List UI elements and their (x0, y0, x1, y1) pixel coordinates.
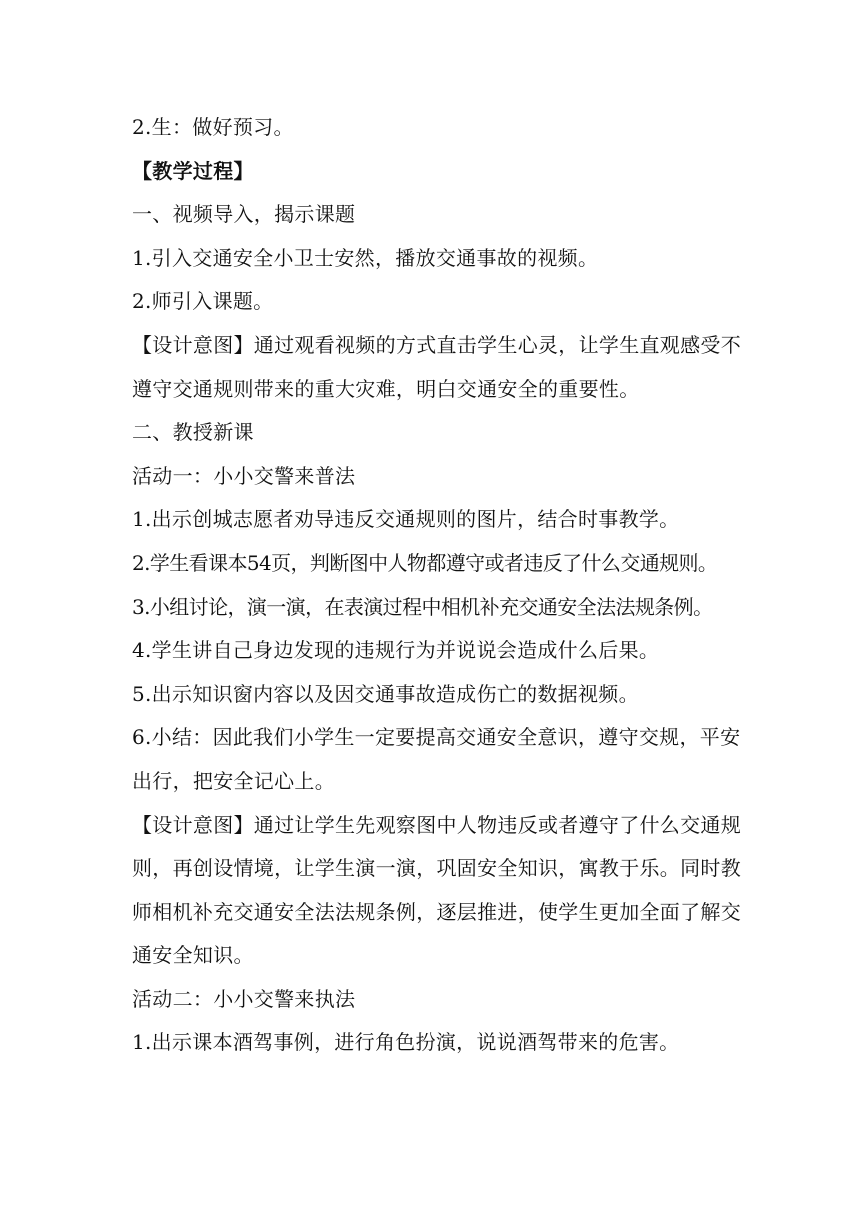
prep-student-item: 2.生：做好预习。 (132, 115, 294, 139)
design-intent-2-line-3: 师相机补充交通安全法法规条例，逐层推进，使学生更加全面了解交 (132, 899, 741, 924)
step-one-item-1: 1.引入交通安全小卫士安然，播放交通事故的视频。 (132, 245, 599, 270)
activity-two-heading: 活动二：小小交警来执法 (132, 986, 356, 1011)
design-intent-1-line-2: 遵守交通规则带来的重大灾难，明白交通安全的重要性。 (132, 376, 640, 401)
activity-one-item-1: 1.出示创城志愿者劝导违反交通规则的图片，结合时事教学。 (132, 507, 680, 532)
activity-one-item-3: 3.小组讨论，演一演，在表演过程中相机补充交通安全法法规条例。 (132, 594, 713, 619)
section-heading-teaching-process: 【教学过程】 (132, 158, 254, 183)
activity-one-item-4: 4.学生讲自己身边发现的违规行为并说说会造成什么后果。 (132, 638, 660, 663)
activity-two-item-1: 1.出示课本酒驾事例，进行角色扮演，说说酒驾带来的危害。 (132, 1030, 680, 1055)
step-one-heading: 一、视频导入，揭示课题 (132, 202, 356, 227)
activity-one-item-6-line-2: 出行，把安全记心上。 (132, 768, 335, 793)
activity-one-item-2: 2.学生看课本54页，判断图中人物都遵守或者违反了什么交通规则。 (132, 550, 718, 575)
step-two-heading: 二、教授新课 (132, 420, 254, 445)
design-intent-2-line-4: 通安全知识。 (132, 943, 254, 968)
design-intent-2-line-1: 【设计意图】通过让学生先观察图中人物违反或者遵守了什么交通规 (132, 812, 741, 837)
activity-one-heading: 活动一：小小交警来普法 (132, 463, 356, 488)
design-intent-1-line-1: 【设计意图】通过观看视频的方式直击学生心灵，让学生直观感受不 (132, 332, 741, 357)
activity-one-item-6-line-1: 6.小结：因此我们小学生一定要提高交通安全意识，遵守交规，平安 (132, 725, 741, 750)
design-intent-2-line-2: 则，再创设情境，让学生演一演，巩固安全知识，寓教于乐。同时教 (132, 856, 741, 881)
step-one-item-2: 2.师引入课题。 (132, 289, 274, 314)
activity-one-item-5: 5.出示知识窗内容以及因交通事故造成伤亡的数据视频。 (132, 681, 639, 706)
document-body (132, 106, 742, 1065)
